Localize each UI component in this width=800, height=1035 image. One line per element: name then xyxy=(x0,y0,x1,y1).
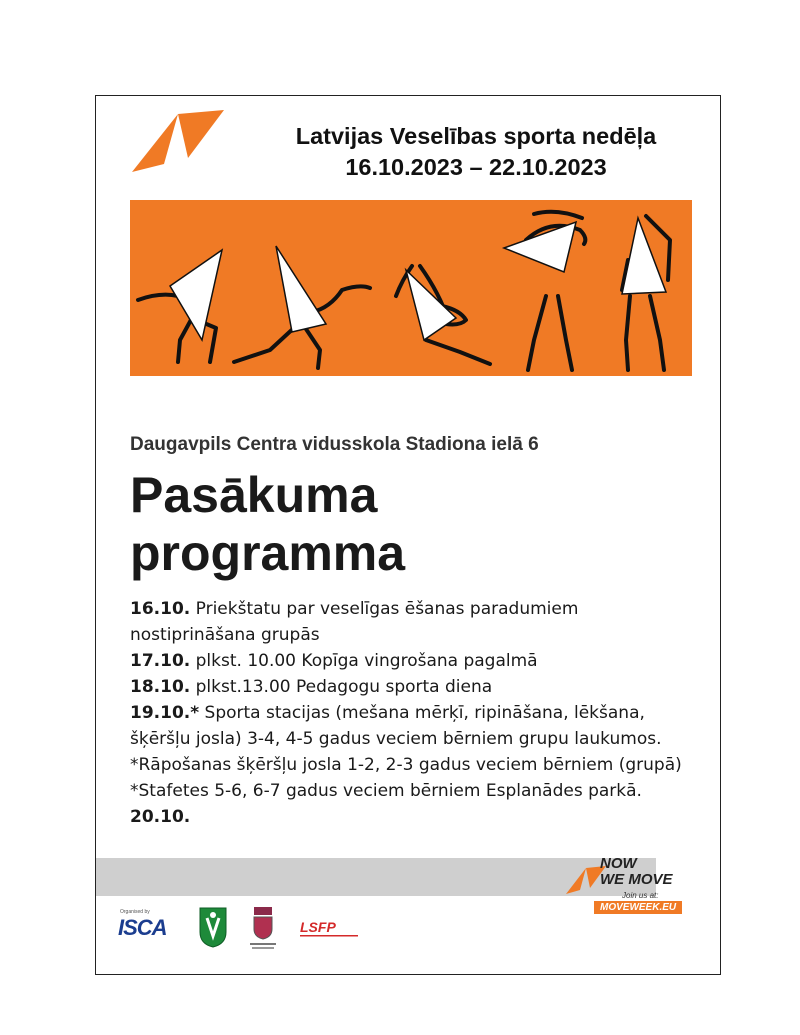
venue-text: Daugavpils Centra vidusskola Stadiona ielā 6 xyxy=(130,434,539,455)
now-we-move-line1: NOW xyxy=(600,855,637,872)
schedule-list xyxy=(130,596,690,830)
now-we-move-line2: WE MOVE xyxy=(600,871,673,888)
schedule-date: 17.10. xyxy=(130,651,191,671)
event-header xyxy=(236,121,716,183)
schedule-date: 16.10. xyxy=(130,599,191,619)
schedule-item xyxy=(130,648,690,674)
exercising-figures-illustration xyxy=(130,200,692,376)
join-us-text: Join us at: xyxy=(622,891,659,900)
schedule-text: *Rāpošanas šķēršļu josla 1-2, 2-3 gadus veciem bērniem (grupā) xyxy=(130,755,682,775)
exercise-banner xyxy=(130,200,692,376)
svg-text:LSFP: LSFP xyxy=(300,919,336,935)
schedule-item xyxy=(130,778,690,804)
izm-crest-icon xyxy=(248,907,278,951)
schedule-text: Priekštatu par veselīgas ēšanas paradumiem nostiprināšana grupās xyxy=(130,599,579,645)
schedule-date: 18.10. xyxy=(130,677,191,697)
lisa-logo-icon xyxy=(198,906,228,948)
move-week-logo-icon xyxy=(130,102,226,178)
isca-logo: ISCA xyxy=(118,915,167,940)
schedule-text: plkst.13.00 Pedagogu sporta diena xyxy=(190,677,493,697)
event-dates: 16.10.2023 – 22.10.2023 xyxy=(345,154,607,180)
lsfp-logo-icon xyxy=(298,917,360,941)
event-title: Latvijas Veselības sporta nedēļa xyxy=(295,123,657,149)
partner-logos xyxy=(116,901,476,961)
schedule-item xyxy=(130,804,690,830)
schedule-date: 19.10.* xyxy=(130,703,200,723)
schedule-item xyxy=(130,674,690,700)
program-title xyxy=(130,466,405,582)
schedule-item xyxy=(130,596,690,648)
schedule-item xyxy=(130,700,690,752)
now-we-move-logo xyxy=(566,854,706,924)
moveweek-url: MOVEWEEK.EU xyxy=(594,901,682,914)
isca-organised-by: Organised by xyxy=(120,909,150,915)
schedule-text: plkst. 10.00 Kopīga vingrošana pagalmā xyxy=(190,651,538,671)
schedule-date: 20.10. xyxy=(130,807,191,827)
schedule-item xyxy=(130,752,690,778)
schedule-text: Sporta stacijas (mešana mērķī, ripināšana, lēkšana, šķēršļu josla) 3-4, 4-5 gadus veciem bērniem grupu laukumos. xyxy=(130,703,662,749)
schedule-text: *Stafetes 5-6, 6-7 gadus veciem bērniem Esplanādes parkā. xyxy=(130,781,642,801)
program-title-line1: Pasākuma xyxy=(130,467,378,523)
poster-frame xyxy=(95,95,721,975)
program-title-line2: programma xyxy=(130,525,406,581)
